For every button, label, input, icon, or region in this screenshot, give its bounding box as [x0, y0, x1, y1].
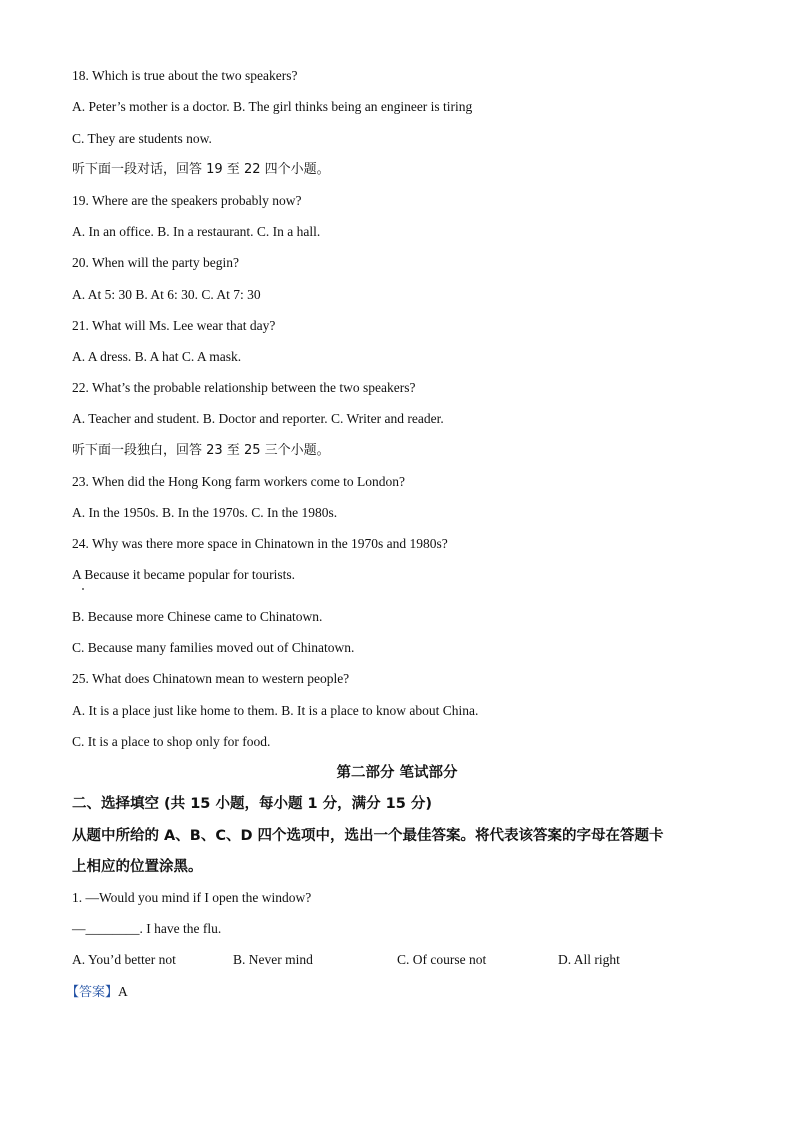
- question-23-options: A. In the 1950s. B. In the 1970s. C. In the 1980s.: [72, 505, 338, 520]
- question-25-stem: 25. What does Chinatown mean to western people?: [72, 671, 350, 686]
- answer-line: [66, 983, 128, 1002]
- question-18-stem: 18. Which is true about the two speakers?: [72, 68, 298, 83]
- question-20-options: A. At 5: 30 B. At 6: 30. C. At 7: 30: [72, 287, 261, 302]
- question-24-option-a: A Because it became popular for tourists.: [72, 567, 296, 582]
- question-19-stem: 19. Where are the speakers probably now?: [72, 193, 302, 208]
- written-question-1-stem: 1. —Would you mind if I open the window?: [72, 890, 312, 905]
- question-22-options: A. Teacher and student. B. Doctor and reporter. C. Writer and reader.: [72, 411, 444, 426]
- answer-value: A: [118, 984, 128, 999]
- question-20-stem: 20. When will the party begin?: [72, 255, 239, 270]
- question-25-options-ab: A. It is a place just like home to them. B. It is a place to know about China.: [72, 703, 479, 718]
- question-24-option-b: B. Because more Chinese came to Chinatown.: [72, 609, 323, 624]
- written-question-1-reply: —________. I have the flu.: [72, 921, 222, 936]
- section-instruction-line-2: 上相应的位置涂黑。: [72, 859, 203, 875]
- question-24-stem: 24. Why was there more space in Chinatown in the 1970s and 1980s?: [72, 536, 448, 551]
- question-22-stem: 22. What’s the probable relationship between the two speakers?: [72, 380, 416, 395]
- answer-tag: 【答案】: [66, 985, 119, 1000]
- question-21-stem: 21. What will Ms. Lee wear that day?: [72, 318, 276, 333]
- section-instruction-line-1: 从题中所给的 A、B、C、D 四个选项中，选出一个最佳答案。将代表该答案的字母在答题卡: [72, 828, 664, 844]
- question-21-options: A. A dress. B. A hat C. A mask.: [72, 349, 242, 364]
- option-b: B. Never mind: [233, 952, 313, 967]
- option-d: D. All right: [558, 952, 620, 967]
- instruction-19-22: 听下面一段对话，回答 19 至 22 四个小题。: [72, 162, 330, 177]
- stray-mark: [82, 588, 84, 590]
- option-c: C. Of course not: [397, 952, 487, 967]
- part-two-title: 第二部分 笔试部分: [336, 765, 458, 781]
- instruction-23-25: 听下面一段独白，回答 23 至 25 三个小题。: [72, 443, 330, 458]
- question-25-option-c: C. It is a place to shop only for food.: [72, 734, 271, 749]
- section-title: 二、选择填空 (共 15 小题，每小题 1 分，满分 15 分): [72, 796, 433, 812]
- question-18-option-c: C. They are students now.: [72, 131, 212, 146]
- question-19-options: A. In an office. B. In a restaurant. C. In a hall.: [72, 224, 321, 239]
- question-18-options-ab: A. Peter’s mother is a doctor. B. The girl thinks being an engineer is tiring: [72, 99, 473, 114]
- question-24-option-c: C. Because many families moved out of Chinatown.: [72, 640, 355, 655]
- question-23-stem: 23. When did the Hong Kong farm workers come to London?: [72, 474, 406, 489]
- option-a: A. You’d better not: [72, 952, 176, 967]
